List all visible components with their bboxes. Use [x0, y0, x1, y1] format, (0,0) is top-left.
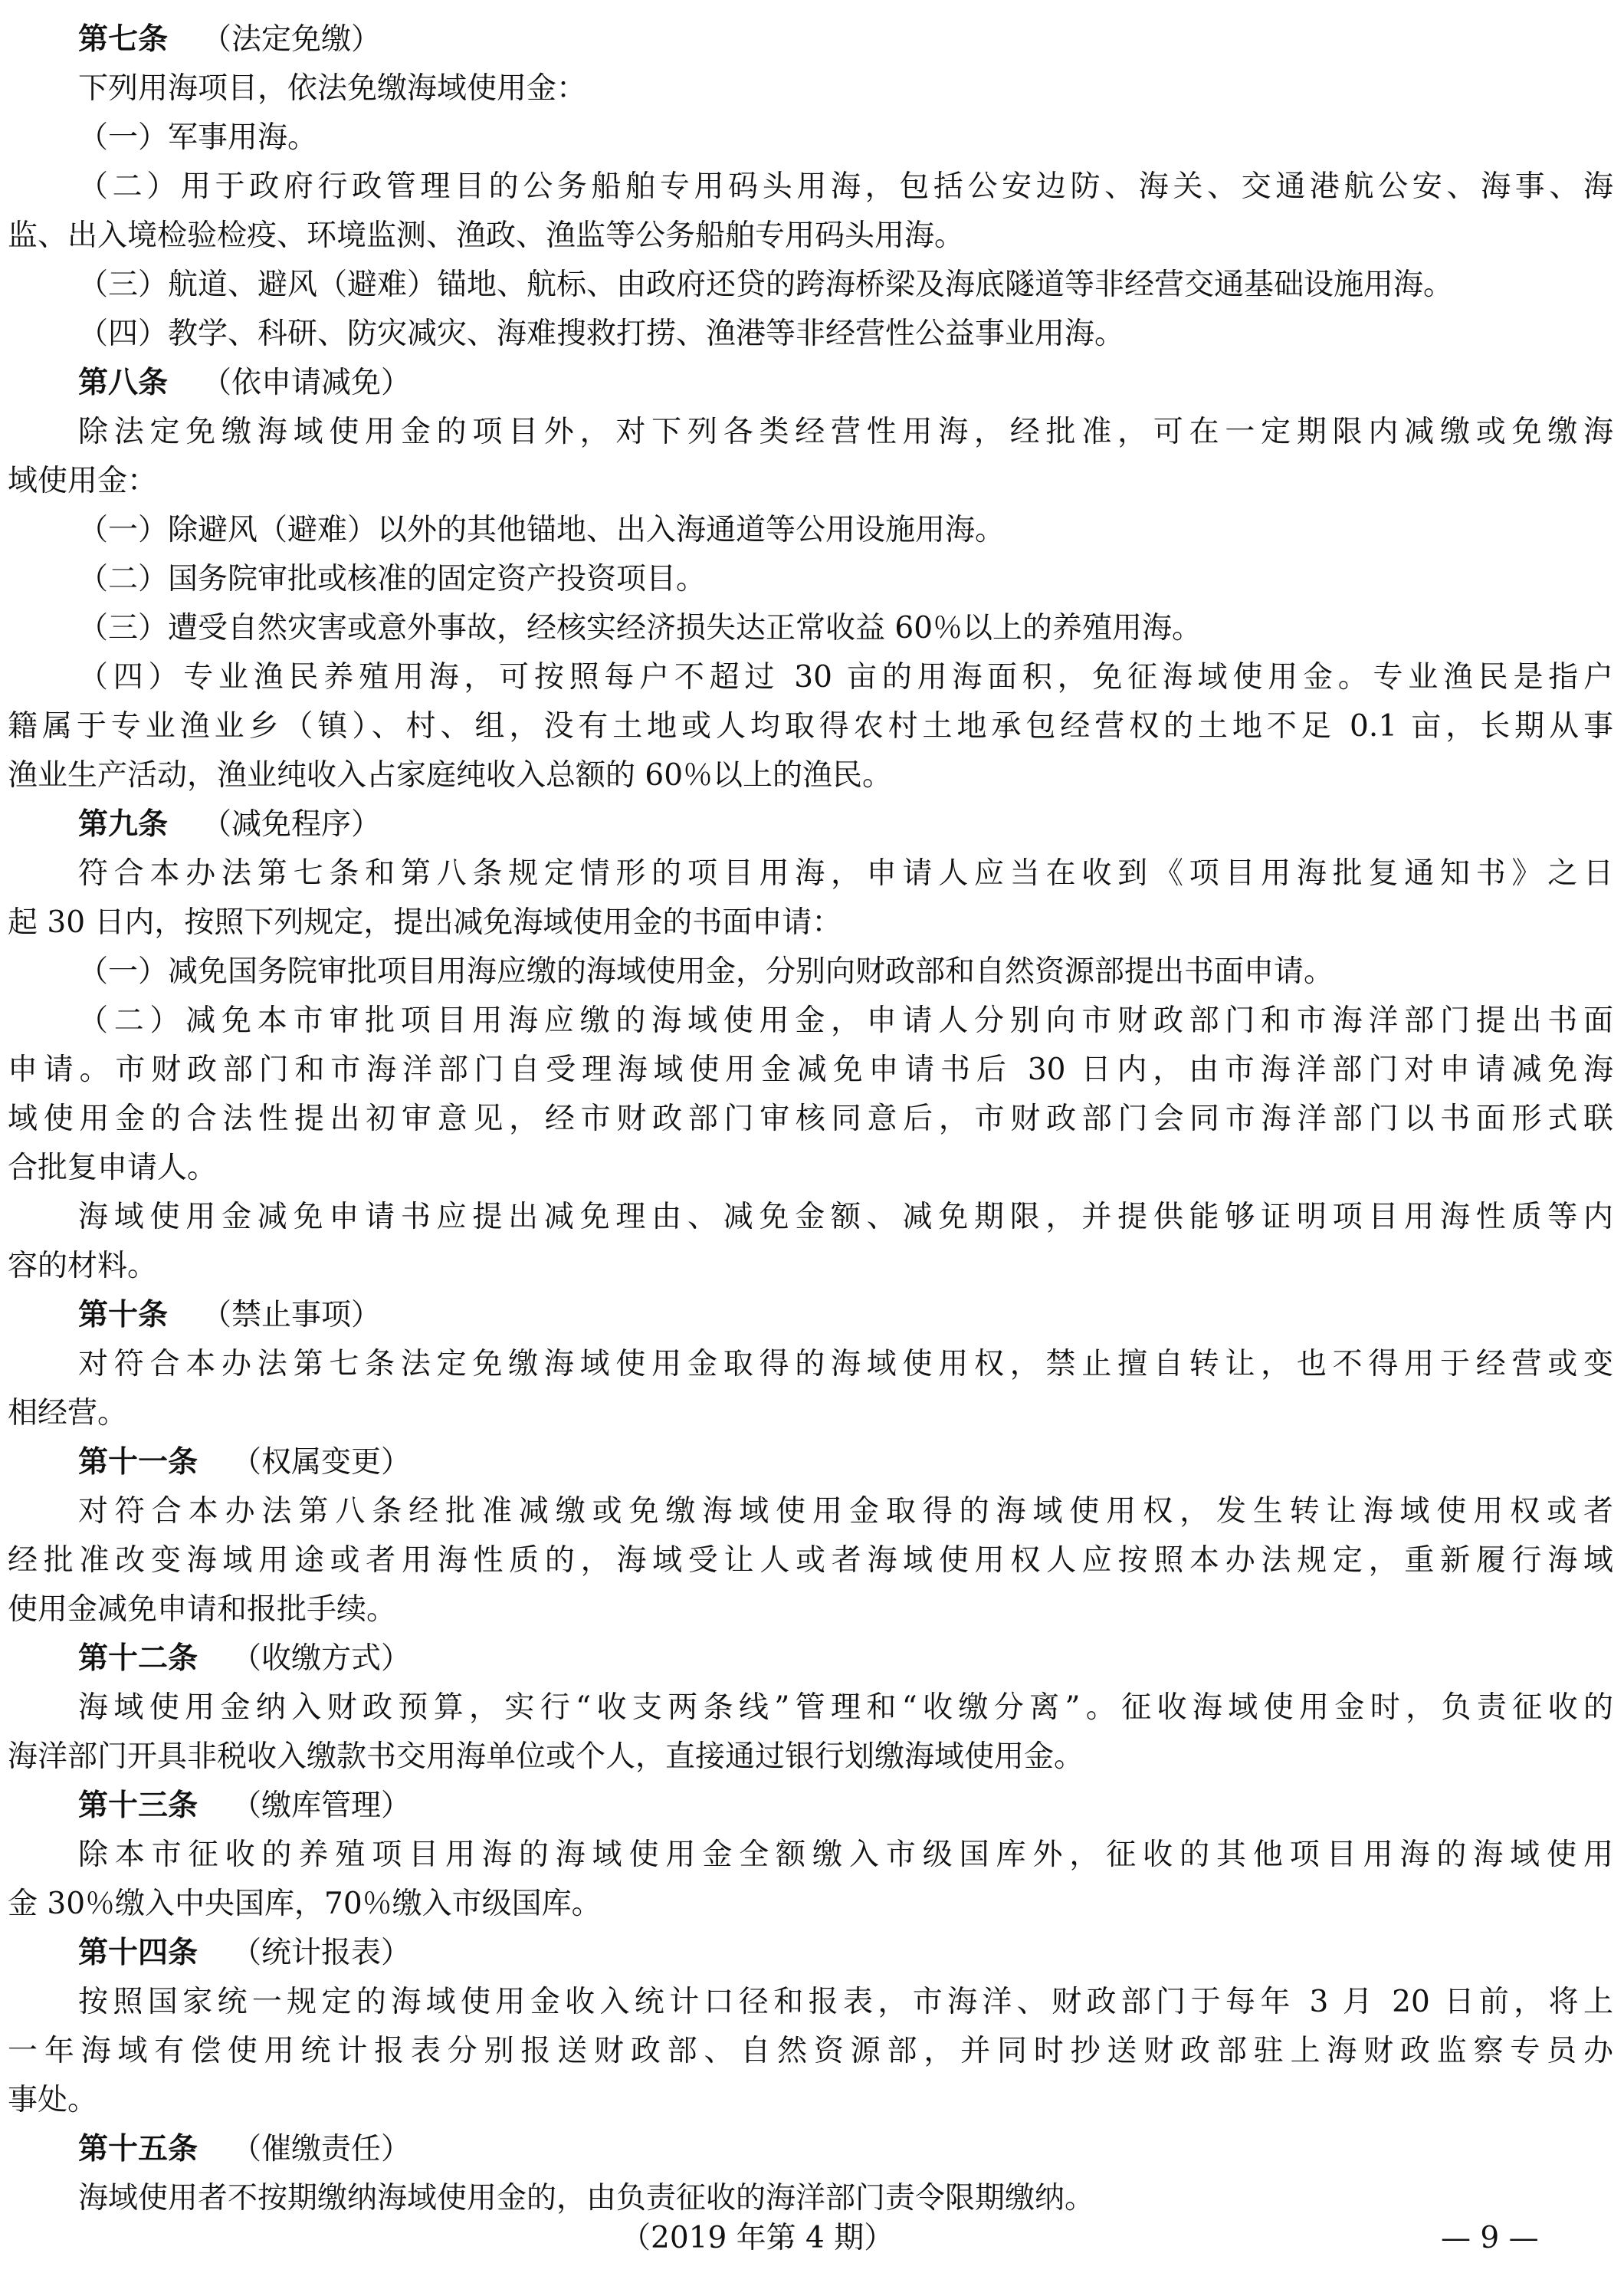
article-heading — [8, 2125, 1613, 2174]
paragraph — [8, 310, 1613, 359]
paragraph-line: 除法定免缴海域使用金的项目外，对下列各类经营性用海，经批准，可在一定期限内减缴或免缴海 — [78, 415, 1613, 449]
paragraph-line: 金 30％缴入中央国库，70％缴入市级国库。 — [8, 1887, 602, 1921]
paragraph — [8, 1487, 1613, 1634]
article-heading — [8, 15, 1613, 64]
article-number: 第八条 — [78, 366, 169, 400]
paragraph-line: 除本市征收的养殖项目用海的海域使用金全额缴入市级国库外，征收的其他项目用海的海域使用 — [78, 1838, 1613, 1872]
article — [8, 1782, 1613, 1929]
article-heading — [8, 359, 1613, 408]
article-number: 第十二条 — [78, 1641, 198, 1676]
paragraph — [8, 1340, 1613, 1438]
article — [8, 1634, 1613, 1782]
article-number: 第九条 — [78, 807, 169, 842]
article-heading — [8, 1634, 1613, 1683]
paragraph — [8, 1831, 1613, 1929]
article — [8, 2125, 1613, 2223]
article — [8, 1438, 1613, 1634]
article — [8, 1929, 1613, 2125]
article-number: 第十四条 — [78, 1936, 198, 1970]
article — [8, 800, 1613, 1291]
article-number: 第七条 — [78, 22, 169, 57]
paragraph-line: 下列用海项目，依法免缴海域使用金： — [78, 71, 587, 106]
paragraph-line: 申请。市财政部门和市海洋部门自受理海域使用金减免申请书后 30 日内，由市海洋部门对申请减免海 — [8, 1053, 1613, 1087]
paragraph-line: 相经营。 — [8, 1396, 128, 1430]
article-heading — [8, 1929, 1613, 1978]
paragraph-line: 域使用金： — [8, 464, 158, 498]
article-title: （减免程序） — [202, 807, 382, 842]
paragraph — [8, 163, 1613, 261]
paragraph-line: （二）用于政府行政管理目的公务船舶专用码头用海，包括公安边防、海关、交通港航公安、海事、海 — [78, 169, 1613, 204]
article-title: （权属变更） — [231, 1445, 412, 1480]
paragraph-line: 经批准改变海域用途或者用海性质的，海域受让人或者海域使用权人应按照本办法规定，重新履行海域 — [8, 1543, 1613, 1578]
paragraph — [8, 849, 1613, 948]
page-footer — [0, 2216, 1624, 2262]
paragraph — [8, 604, 1613, 653]
article — [8, 1291, 1613, 1438]
article-number: 第十五条 — [78, 2132, 198, 2166]
paragraph-line: 域使用金的合法性提出初审意见，经市财政部门审核同意后，市财政部门会同市海洋部门以书面形式联 — [8, 1102, 1613, 1136]
paragraph-line: （一）军事用海。 — [78, 120, 318, 155]
paragraph-line: 海洋部门开具非税收入缴款书交用海单位或个人，直接通过银行划缴海域使用金。 — [8, 1739, 1084, 1774]
paragraph — [8, 1978, 1613, 2125]
paragraph-line: 籍属于专业渔业乡（镇）、村、组，没有土地或人均取得农村土地承包经营权的土地不足 0.1 亩，长期从事 — [8, 709, 1613, 744]
paragraph — [8, 948, 1613, 997]
paragraph — [8, 997, 1613, 1193]
article-title: （禁止事项） — [202, 1298, 382, 1332]
article-title: （催缴责任） — [231, 2132, 412, 2166]
paragraph-line: 监、出入境检验检疫、环境监测、渔政、渔监等公务船舶专用码头用海。 — [8, 218, 965, 253]
paragraph — [8, 1683, 1613, 1782]
paragraph-line: 海域使用者不按期缴纳海域使用金的，由负责征收的海洋部门责令限期缴纳。 — [78, 2181, 1095, 2216]
article — [8, 15, 1613, 359]
paragraph — [8, 64, 1613, 113]
article-heading — [8, 1438, 1613, 1487]
paragraph-line: 对符合本办法第八条经批准减缴或免缴海域使用金取得的海域使用权，发生转让海域使用权或者 — [78, 1494, 1613, 1529]
paragraph-line: （三）航道、避风（避难）锚地、航标、由政府还贷的跨海桥梁及海底隧道等非经营交通基础设施用海。 — [78, 268, 1454, 302]
article-number: 第十三条 — [78, 1789, 198, 1823]
paragraph — [8, 555, 1613, 604]
article-heading — [8, 1782, 1613, 1831]
article-title: （收缴方式） — [231, 1641, 412, 1676]
article-number: 第十条 — [78, 1298, 169, 1332]
paragraph-line: 起 30 日内，按照下列规定，提出减免海域使用金的书面申请： — [8, 905, 842, 940]
paragraph-line: 对符合本办法第七条法定免缴海域使用金取得的海域使用权，禁止擅自转让，也不得用于经营或变 — [78, 1347, 1613, 1381]
paragraph — [8, 261, 1613, 310]
paragraph-line: 海域使用金纳入财政预算，实行“收支两条线”管理和“收缴分离”。征收海域使用金时，负责征收的 — [78, 1690, 1613, 1725]
paragraph-line: （二）国务院审批或核准的固定资产投资项目。 — [78, 562, 707, 596]
paragraph-line: （三）遭受自然灾害或意外事故，经核实经济损失达正常收益 60％以上的养殖用海。 — [78, 611, 1202, 645]
paragraph-line: 事处。 — [8, 2083, 98, 2117]
paragraph-line: （四）专业渔民养殖用海，可按照每户不超过 30 亩的用海面积，免征海域使用金。专业渔民是指户 — [78, 660, 1613, 695]
article-title: （依申请减免） — [202, 366, 412, 400]
document-body — [8, 15, 1613, 2223]
article-title: （缴库管理） — [231, 1789, 412, 1823]
paragraph — [8, 506, 1613, 555]
paragraph-line: （二）减免本市审批项目用海应缴的海域使用金，申请人分别向市财政部门和市海洋部门提出书面 — [78, 1003, 1613, 1038]
page-number: — 9 — — [1441, 2221, 1539, 2255]
paragraph-line: 一年海域有偿使用统计报表分别报送财政部、自然资源部，并同时抄送财政部驻上海财政监察专员办 — [8, 2034, 1613, 2068]
article — [8, 359, 1613, 800]
paragraph — [8, 653, 1613, 800]
paragraph — [8, 408, 1613, 506]
article-title: （法定免缴） — [202, 22, 382, 57]
paragraph-line: 符合本办法第七条和第八条规定情形的项目用海，申请人应当在收到《项目用海批复通知书》之日 — [78, 856, 1613, 891]
paragraph-line: （四）教学、科研、防灾减灾、海难搜救打捞、渔港等非经营性公益事业用海。 — [78, 317, 1125, 351]
article-number: 第十一条 — [78, 1445, 198, 1480]
paragraph-line: （一）减免国务院审批项目用海应缴的海域使用金，分别向财政部和自然资源部提出书面申请。 — [78, 954, 1334, 989]
article-heading — [8, 1291, 1613, 1340]
paragraph-line: 海域使用金减免申请书应提出减免理由、减免金额、减免期限，并提供能够证明项目用海性质等内 — [78, 1200, 1613, 1234]
article-title: （统计报表） — [231, 1936, 412, 1970]
paragraph-line: 容的材料。 — [8, 1249, 158, 1283]
paragraph-line: （一）除避风（避难）以外的其他锚地、出入海通道等公用设施用海。 — [78, 513, 1006, 547]
paragraph-line: 合批复申请人。 — [8, 1151, 218, 1185]
paragraph — [8, 113, 1613, 163]
paragraph — [8, 1193, 1613, 1291]
article-heading — [8, 800, 1613, 849]
issue-label: （2019 年第 4 期） — [621, 2221, 894, 2255]
paragraph-line: 渔业生产活动，渔业纯收入占家庭纯收入总额的 60％以上的渔民。 — [8, 758, 893, 793]
paragraph-line: 按照国家统一规定的海域使用金收入统计口径和报表，市海洋、财政部门于每年 3 月 20 日前，将上 — [78, 1985, 1613, 2019]
paragraph-line: 使用金减免申请和报批手续。 — [8, 1592, 397, 1627]
